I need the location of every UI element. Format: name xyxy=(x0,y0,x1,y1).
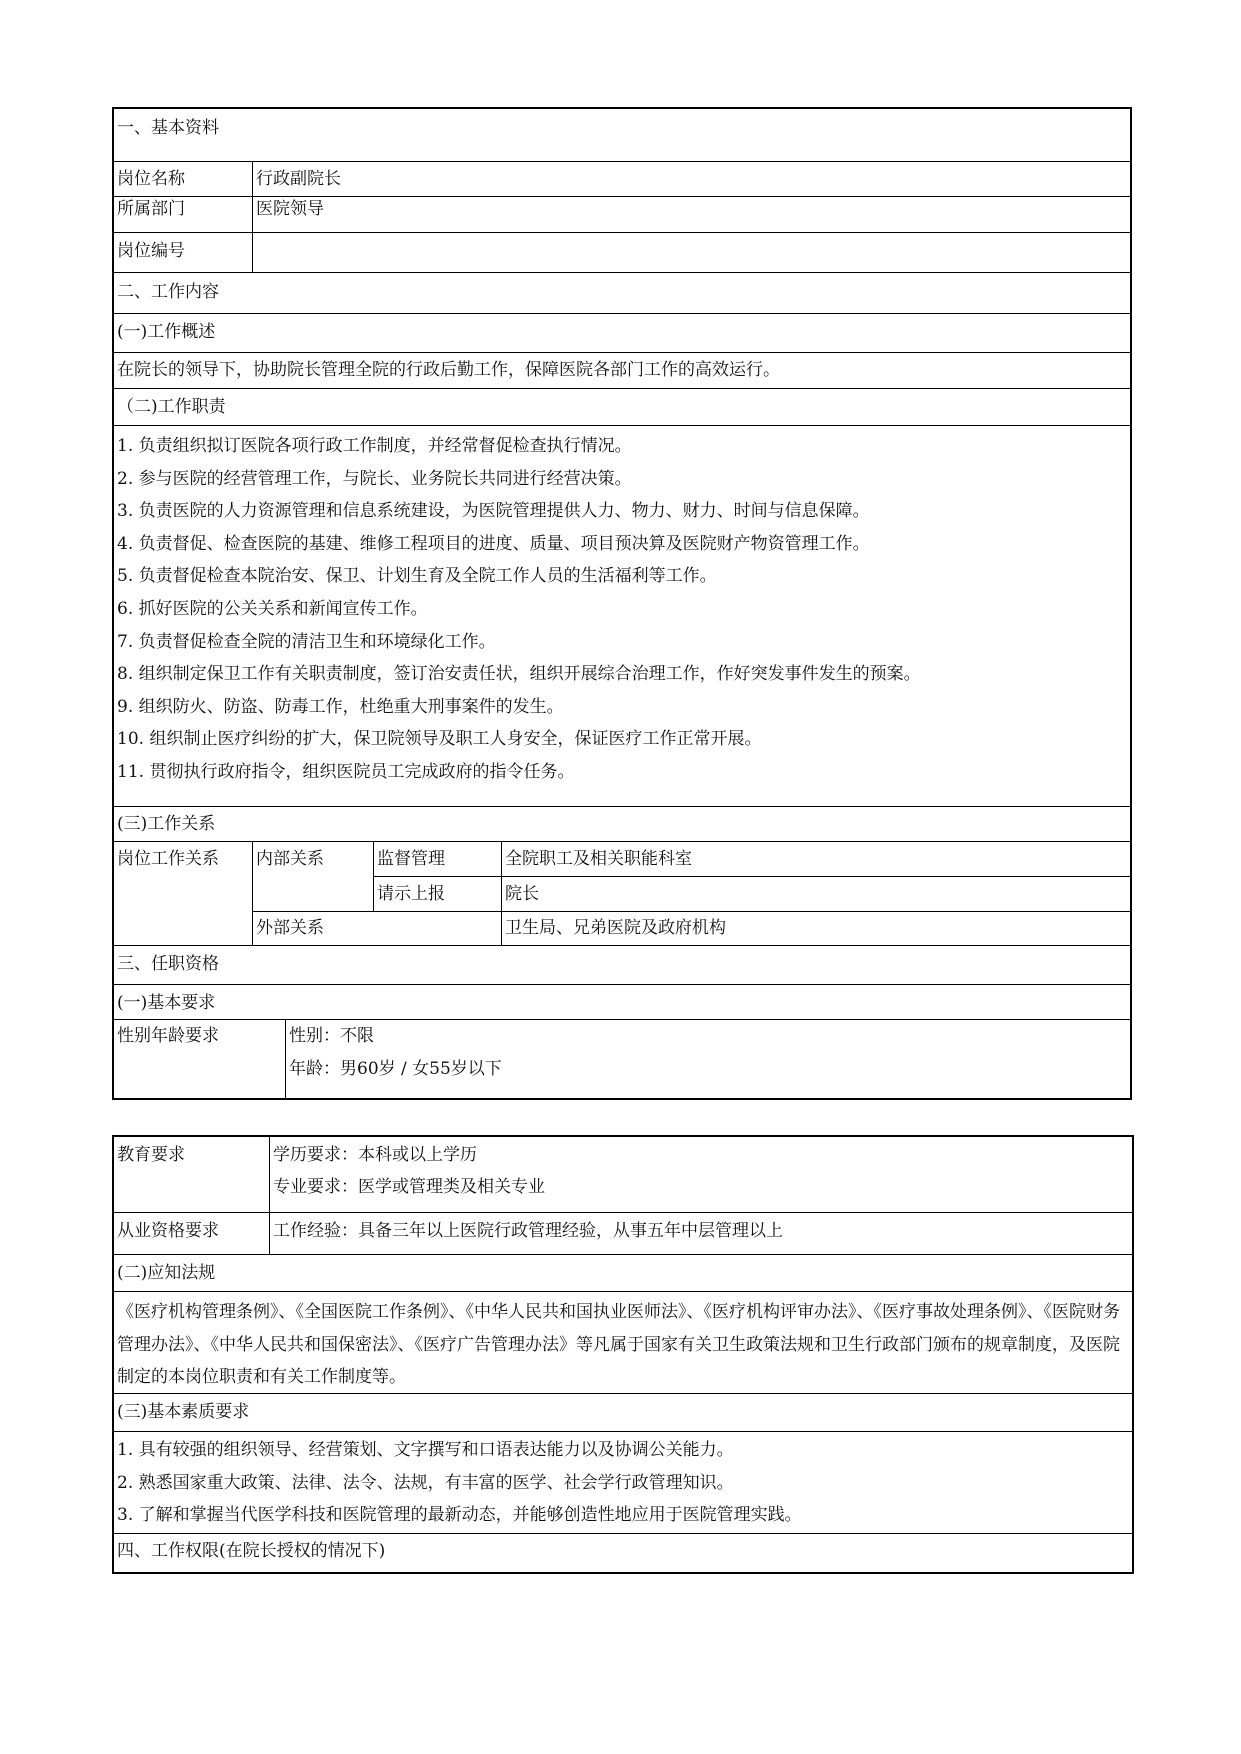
laws-header-row xyxy=(114,1254,1132,1291)
subsection-title: （二)工作职责 xyxy=(117,397,226,417)
section-title: 四、工作权限(在院长授权的情况下) xyxy=(117,1541,386,1561)
subsection-title: (三)工作关系 xyxy=(117,814,216,834)
supervise-label: 监督管理 xyxy=(377,849,445,869)
supervise-value: 全院职工及相关职能科室 xyxy=(505,849,692,869)
education-row xyxy=(114,1137,1132,1212)
education-line-1: 学历要求：本科或以上学历 xyxy=(273,1145,477,1165)
position-code-row xyxy=(114,232,1130,272)
practice-value: 工作经验：具备三年以上医院行政管理经验，从事五年中层管理以上 xyxy=(273,1221,783,1241)
subsection-title: (一)工作概述 xyxy=(117,322,216,342)
section-basic-info xyxy=(114,109,1130,161)
duty-item: 6. 抓好医院的公关关系和新闻宣传工作。 xyxy=(117,598,428,619)
department-value: 医院领导 xyxy=(256,199,324,219)
section-work-content xyxy=(114,272,1130,313)
department-label: 所属部门 xyxy=(117,199,185,219)
external-relations-label: 外部关系 xyxy=(256,918,324,938)
quality-list xyxy=(114,1431,1132,1533)
relations-header-row xyxy=(114,806,1130,841)
report-value: 院长 xyxy=(505,884,539,904)
position-name-row xyxy=(114,161,1130,196)
overview-header-row xyxy=(114,313,1130,352)
duties-header-row xyxy=(114,388,1130,425)
quality-header-row xyxy=(114,1393,1132,1431)
overview-text-row xyxy=(114,352,1130,388)
quality-item: 2. 熟悉国家重大政策、法律、法令、法规，有丰富的医学、社会学行政管理知识。 xyxy=(117,1472,734,1493)
duty-item: 9. 组织防火、防盗、防毒工作，杜绝重大刑事案件的发生。 xyxy=(117,696,564,717)
duty-item: 2. 参与医院的经营管理工作，与院长、业务院长共同进行经营决策。 xyxy=(117,468,632,489)
basic-req-header-row xyxy=(114,984,1130,1019)
duties-list xyxy=(114,425,1130,806)
section-qualification xyxy=(114,945,1130,984)
section-title: 一、基本资料 xyxy=(117,118,219,138)
education-label: 教育要求 xyxy=(117,1145,185,1165)
subsection-title: (三)基本素质要求 xyxy=(117,1402,250,1422)
department-row xyxy=(114,196,1130,232)
position-name-label: 岗位名称 xyxy=(117,169,185,189)
education-line-2: 专业要求：医学或管理类及相关专业 xyxy=(273,1177,545,1197)
quality-item: 1. 具有较强的组织领导、经营策划、文字撰写和口语表达能力以及协调公关能力。 xyxy=(117,1440,734,1460)
relations-block xyxy=(114,841,1130,945)
duty-item: 3. 负责医院的人力资源管理和信息系统建设，为医院管理提供人力、物力、财力、时间与信息保障。 xyxy=(117,501,870,522)
job-description-table-part2 xyxy=(112,1135,1134,1574)
practice-row xyxy=(114,1212,1132,1254)
overview-text: 在院长的领导下，协助院长管理全院的行政后勤工作，保障医院各部门工作的高效运行。 xyxy=(117,360,780,380)
duty-item: 10. 组织制止医疗纠纷的扩大，保卫院领导及职工人身安全，保证医疗工作正常开展。 xyxy=(117,729,762,750)
job-description-table-part1 xyxy=(112,107,1132,1100)
external-relations-value: 卫生局、兄弟医院及政府机构 xyxy=(505,918,726,938)
quality-item: 3. 了解和掌握当代医学科技和医院管理的最新动态，并能够创造性地应用于医院管理实践。 xyxy=(117,1505,802,1526)
subsection-title: (二)应知法规 xyxy=(117,1263,216,1283)
duty-item: 4. 负责督促、检查医院的基建、维修工程项目的进度、质量、项目预决算及医院财产物资管理工作。 xyxy=(117,533,870,554)
age-line: 年龄：男60岁 / 女55岁以下 xyxy=(289,1059,502,1079)
gender-age-label: 性别年龄要求 xyxy=(117,1026,219,1046)
laws-text: 《医疗机构管理条例》、《全国医院工作条例》、《中华人民共和国执业医师法》、《医疗机构评审办法》、《医疗事故处理条例》、《医院财务管理办法》、《中华人民共和国保密法》、《医疗广告管理办法》等凡属于国家有关卫生政策法规和卫生行政部门颁布的规章制度，及医院制定的本岗位职责和有关工作制度等。 xyxy=(117,1302,1120,1387)
section-title: 三、任职资格 xyxy=(117,954,219,974)
gender-line: 性别：不限 xyxy=(289,1026,374,1046)
section-authority xyxy=(114,1533,1132,1572)
duty-item: 5. 负责督促检查本院治安、保卫、计划生育及全院工作人员的生活福利等工作。 xyxy=(117,566,717,587)
duty-item: 1. 负责组织拟订医院各项行政工作制度，并经常督促检查执行情况。 xyxy=(117,436,632,456)
laws-text-row xyxy=(114,1291,1132,1393)
gender-age-row xyxy=(114,1019,1130,1098)
internal-relations-label: 内部关系 xyxy=(256,849,324,869)
subsection-title: (一)基本要求 xyxy=(117,993,216,1013)
position-name-value: 行政副院长 xyxy=(256,169,341,189)
section-title: 二、工作内容 xyxy=(117,282,219,302)
duty-item: 11. 贯彻执行政府指令，组织医院员工完成政府的指令任务。 xyxy=(117,761,575,782)
duty-item: 7. 负责督促检查全院的清洁卫生和环境绿化工作。 xyxy=(117,631,496,652)
relations-label: 岗位工作关系 xyxy=(117,849,219,869)
report-label: 请示上报 xyxy=(377,884,445,904)
practice-label: 从业资格要求 xyxy=(117,1221,219,1241)
position-code-label: 岗位编号 xyxy=(117,241,185,261)
duty-item: 8. 组织制定保卫工作有关职责制度，签订治安责任状，组织开展综合治理工作，作好突发事件发生的预案。 xyxy=(117,664,921,685)
